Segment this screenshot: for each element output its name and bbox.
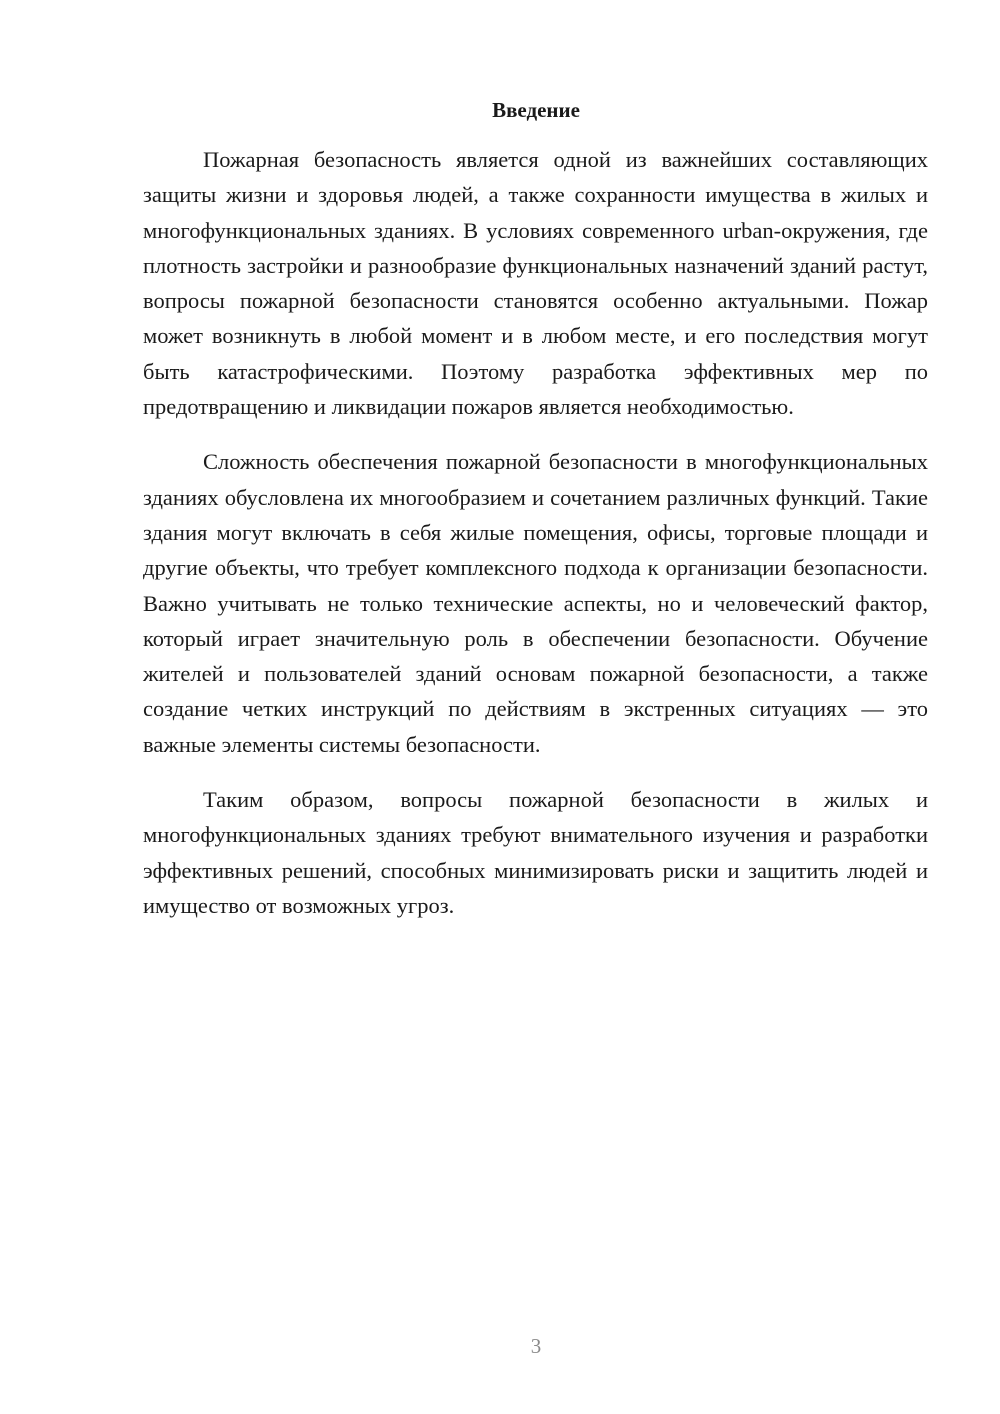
- page-number: 3: [530, 1334, 542, 1358]
- body-text: [143, 142, 928, 943]
- section-heading: Введение: [492, 98, 580, 122]
- paragraph-1: Пожарная безопасность является одной из важнейших составляющих защиты жизни и здоровья людей, а также сохранности имущества в жилых и многофункциональных зданиях. В условиях современного urban-окружения, где плотность застройки и разнообразие функциональных назначений зданий растут, вопросы пожарной безопасности становятся особенно актуальными. Пожар может возникнуть в любой момент и в любом месте, и его последствия могут быть катастрофическими. Поэтому разработка эффективных мер по предотвращению и ликвидации пожаров является необходимостью.: [143, 147, 928, 420]
- paragraph-2: Сложность обеспечения пожарной безопасности в многофункциональных зданиях обусловлена их многообразием и сочетанием различных функций. Такие здания могут включать в себя жилые помещения, офисы, торговые площади и другие объекты, что требует комплексного подхода к организации безопасности. Важно учитывать не только технические аспекты, но и человеческий фактор, который играет значительную роль в обеспечении безопасности. Обучение жителей и пользователей зданий основам пожарной безопасности, а также создание четких инструкций по действиям в экстренных ситуациях — это важные элементы системы безопасности.: [143, 449, 928, 757]
- paragraph-3: Таким образом, вопросы пожарной безопасности в жилых и многофункциональных зданиях требуют внимательного изучения и разработки эффективных решений, способных минимизировать риски и защитить людей и имущество от возможных угроз.: [143, 787, 928, 918]
